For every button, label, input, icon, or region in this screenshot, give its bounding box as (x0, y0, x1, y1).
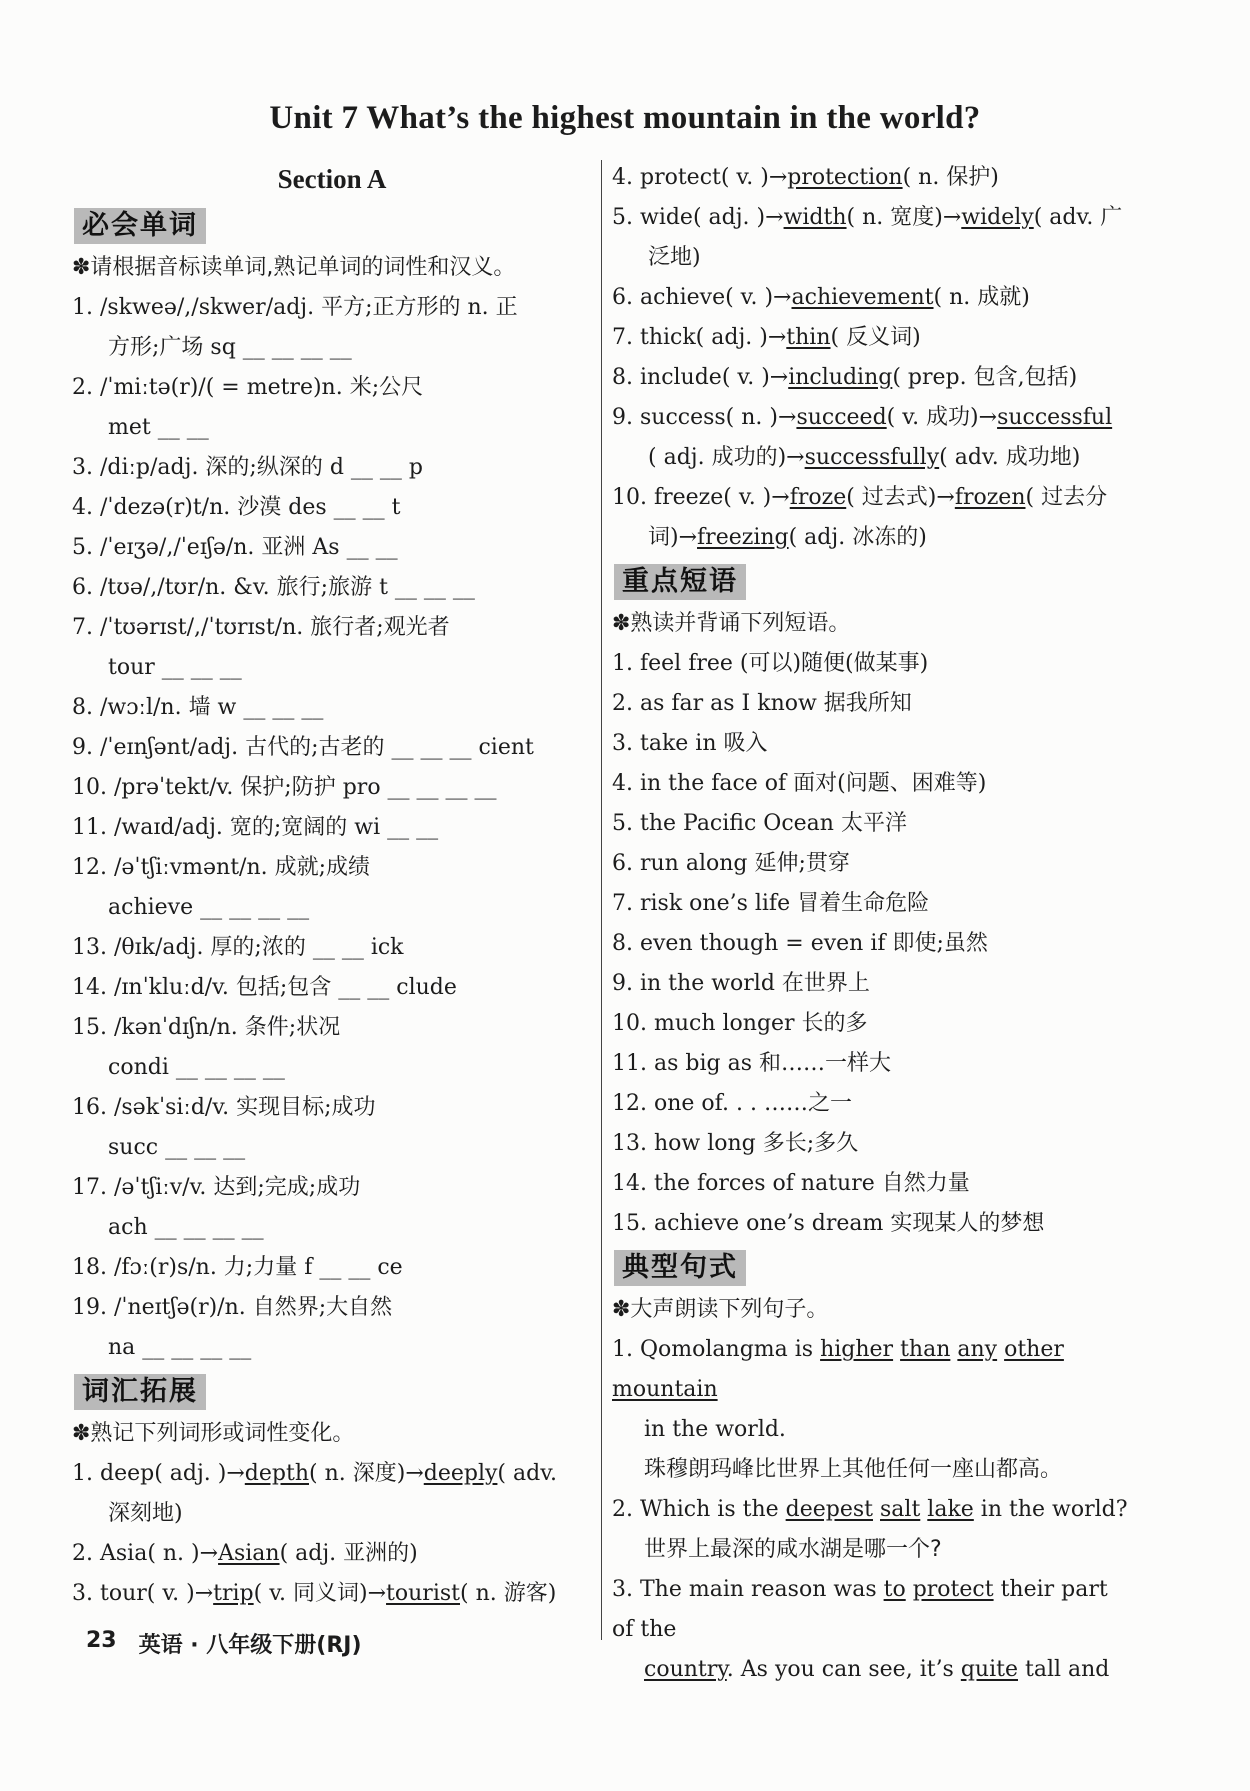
sentence-translation: 世界上最深的咸水湖是哪一个? (644, 1537, 942, 1562)
expansion-item (612, 158, 1132, 198)
vocab-line: 16. /səkˈsiːd/v. 实现目标;成功 (72, 1095, 376, 1120)
vocab-line: 14. /ɪnˈkluːd/v. 包括;包含 __ __ clude (72, 975, 457, 1000)
page-footer (86, 1628, 362, 1659)
vocab-line-cont: tour __ __ __ (108, 655, 242, 680)
answer-word: quite (960, 1657, 1018, 1682)
vocab-item (72, 1008, 592, 1088)
vocab-item (72, 928, 592, 968)
answer-word: salt (880, 1497, 921, 1522)
left-column (72, 158, 592, 1614)
phrase-item: 7. risk one’s life 冒着生命危险 (612, 891, 930, 916)
phrase-item: 2. as far as I know 据我所知 (612, 691, 912, 716)
answer-word: deepest (785, 1497, 873, 1522)
expansion-item (72, 1454, 592, 1534)
phrase-item: 14. the forces of nature 自然力量 (612, 1171, 970, 1196)
phrase-item: 9. in the world 在世界上 (612, 971, 870, 996)
section-title: Section A (277, 164, 387, 194)
answer-word: tourist (386, 1581, 460, 1606)
answer-word: trip (213, 1581, 254, 1606)
phrase-item: 15. achieve one’s dream 实现某人的梦想 (612, 1211, 1045, 1236)
answer-word: protect (912, 1577, 994, 1602)
vocab-item (72, 808, 592, 848)
expansion-line-cont: 词)→freezing( adj. 冰冻的) (648, 525, 927, 550)
vocab-line: 1. /skweə/,/skwer/adj. 平方;正方形的 n. 正 (72, 295, 518, 320)
vocab-instruction: ✽请根据音标读单词,熟记单词的词性和汉义。 (72, 255, 516, 280)
answer-word: achievement (791, 285, 934, 310)
vocab-line-cont: na __ __ __ __ (108, 1335, 252, 1360)
answer-word: deeply (423, 1461, 498, 1486)
vocab-list (72, 288, 592, 1368)
expansion-item (72, 1534, 592, 1574)
phrase-item: 1. feel free (可以)随便(做某事) (612, 651, 929, 676)
phrase-item: 4. in the face of 面对(问题、困难等) (612, 771, 987, 796)
answer-word: frozen (954, 485, 1026, 510)
vocab-line: 19. /ˈneɪtʃə(r)/n. 自然界;大自然 (72, 1295, 393, 1320)
vocab-line: 2. /ˈmiːtə(r)/( = metre)n. 米;公尺 (72, 375, 424, 400)
vocab-item (72, 568, 592, 608)
expansion-line: 3. tour( v. )→trip( v. 同义词)→tourist( n. 游客) (72, 1581, 557, 1606)
vocab-item (72, 768, 592, 808)
expansion-line-cont: 深刻地) (108, 1501, 183, 1526)
vocab-line: 17. /əˈtʃiːv/v. 达到;完成;成功 (72, 1175, 361, 1200)
expansion-line: 7. thick( adj. )→thin( 反义词) (612, 325, 921, 350)
vocab-item (72, 848, 592, 928)
sentence-line: 1. Qomolangma is higher than any other mountain (612, 1337, 1064, 1402)
answer-word: including (788, 365, 893, 390)
answer-word: any (957, 1337, 998, 1362)
vocab-item (72, 528, 592, 568)
vocab-line: 15. /kənˈdɪʃn/n. 条件;状况 (72, 1015, 341, 1040)
vocab-item (72, 288, 592, 368)
expansion-item (612, 398, 1132, 478)
sentences-instruction: ✽大声朗读下列句子。 (612, 1297, 829, 1322)
sentence-line: 3. The main reason was to protect their part of the (612, 1577, 1108, 1642)
phrase-item: 11. as big as 和……一样大 (612, 1051, 891, 1076)
vocab-line-cont: condi __ __ __ __ (108, 1055, 285, 1080)
answer-word: mountain (612, 1377, 718, 1402)
sentence-item (612, 1330, 1132, 1490)
vocab-line: 18. /fɔː(r)s/n. 力;力量 f __ __ ce (72, 1255, 403, 1280)
expansion-list-continued (612, 158, 1132, 558)
phrase-item: 6. run along 延伸;贯穿 (612, 851, 850, 876)
column-divider (601, 160, 602, 1640)
answer-word: Asian (218, 1541, 280, 1566)
vocab-heading: 必会单词 (74, 208, 206, 244)
sentence-line: country. As you can see, it’s quite tall and (644, 1657, 1110, 1682)
vocab-line: 3. /diːp/adj. 深的;纵深的 d __ __ p (72, 455, 423, 480)
phrase-item: 12. one of. . . ……之一 (612, 1091, 852, 1116)
expansion-line-cont: 泛地) (648, 245, 701, 270)
answer-word: protection (787, 165, 903, 190)
vocab-item (72, 608, 592, 688)
expansion-list (72, 1454, 592, 1614)
vocab-line-cont: met __ __ (108, 415, 209, 440)
answer-word: succeed (796, 405, 887, 430)
vocab-line: 6. /tʊə/,/tʊr/n. &v. 旅行;旅游 t __ __ __ (72, 575, 475, 600)
expansion-instruction: ✽熟记下列词形或词性变化。 (72, 1421, 355, 1446)
expansion-line: 4. protect( v. )→protection( n. 保护) (612, 165, 999, 190)
vocab-line-cont: succ __ __ __ (108, 1135, 246, 1160)
vocab-item (72, 968, 592, 1008)
vocab-item (72, 488, 592, 528)
answer-word: width (783, 205, 847, 230)
answer-word: freezing (697, 525, 789, 550)
answer-word: other (1004, 1337, 1064, 1362)
vocab-line: 11. /waɪd/adj. 宽的;宽阔的 wi __ __ (72, 815, 439, 840)
vocab-item (72, 1088, 592, 1168)
page-number: 23 (86, 1628, 117, 1653)
phrases-heading: 重点短语 (614, 564, 746, 600)
answer-word: froze (789, 485, 847, 510)
book-title: 英语 · 八年级下册(RJ) (138, 1633, 362, 1658)
expansion-line: 2. Asia( n. )→Asian( adj. 亚洲的) (72, 1541, 418, 1566)
expansion-item (612, 198, 1132, 278)
sentence-item (612, 1490, 1132, 1570)
sentence-line: 2. Which is the deepest salt lake in the world? (612, 1497, 1128, 1522)
expansion-item (72, 1574, 592, 1614)
expansion-line: 6. achieve( v. )→achievement( n. 成就) (612, 285, 1030, 310)
expansion-line: 8. include( v. )→including( prep. 包含,包括) (612, 365, 1078, 390)
expansion-line: 10. freeze( v. )→froze( 过去式)→frozen( 过去分 (612, 485, 1108, 510)
vocab-line: 8. /wɔːl/n. 墙 w __ __ __ (72, 695, 324, 720)
right-column (612, 158, 1132, 1690)
sentence-item (612, 1570, 1132, 1690)
phrase-item: 3. take in 吸入 (612, 731, 768, 756)
vocab-item (72, 1288, 592, 1368)
answer-word: than (900, 1337, 951, 1362)
phrase-item: 10. much longer 长的多 (612, 1011, 868, 1036)
sentence-line: in the world. (644, 1417, 786, 1442)
vocab-item (72, 368, 592, 448)
vocab-item (72, 688, 592, 728)
expansion-item (612, 318, 1132, 358)
expansion-item (612, 478, 1132, 558)
answer-word: lake (927, 1497, 974, 1522)
expansion-line: 9. success( n. )→succeed( v. 成功)→successful (612, 405, 1113, 430)
answer-word: successfully (804, 445, 940, 470)
phrase-list (612, 644, 1132, 1244)
vocab-item (72, 1168, 592, 1248)
answer-word: depth (244, 1461, 309, 1486)
page-title: Unit 7 What’s the highest mountain in the world? (269, 100, 981, 136)
vocab-line: 9. /ˈeɪnʃənt/adj. 古代的;古老的 __ __ __ cient (72, 735, 534, 760)
answer-word: widely (961, 205, 1034, 230)
expansion-line-cont: ( adj. 成功的)→successfully( adv. 成功地) (648, 445, 1081, 470)
vocab-line-cont: achieve __ __ __ __ (108, 895, 310, 920)
expansion-item (612, 358, 1132, 398)
vocab-item (72, 1248, 592, 1288)
phrases-instruction: ✽熟读并背诵下列短语。 (612, 611, 851, 636)
phrase-item: 8. even though = even if 即使;虽然 (612, 931, 988, 956)
answer-word: successful (997, 405, 1113, 430)
vocab-line: 5. /ˈeɪʒə/,/ˈeɪʃə/n. 亚洲 As __ __ (72, 535, 398, 560)
vocab-line-cont: ach __ __ __ __ (108, 1215, 264, 1240)
vocab-line: 4. /ˈdezə(r)t/n. 沙漠 des __ __ t (72, 495, 401, 520)
phrase-item: 5. the Pacific Ocean 太平洋 (612, 811, 907, 836)
expansion-item (612, 278, 1132, 318)
vocab-item (72, 448, 592, 488)
vocab-line-cont: 方形;广场 sq __ __ __ __ (108, 335, 352, 360)
vocab-item (72, 728, 592, 768)
vocab-line: 12. /əˈtʃiːvmənt/n. 成就;成绩 (72, 855, 371, 880)
answer-word: country (644, 1657, 727, 1682)
sentence-list (612, 1330, 1132, 1690)
sentence-translation: 珠穆朗玛峰比世界上其他任何一座山都高。 (644, 1457, 1063, 1482)
expansion-heading: 词汇拓展 (74, 1374, 206, 1410)
vocab-line: 10. /prəˈtekt/v. 保护;防护 pro __ __ __ __ (72, 775, 497, 800)
vocab-line: 13. /θɪk/adj. 厚的;浓的 __ __ ick (72, 935, 404, 960)
phrase-item: 13. how long 多长;多久 (612, 1131, 859, 1156)
expansion-line: 5. wide( adj. )→width( n. 宽度)→widely( adv. 广 (612, 205, 1123, 230)
answer-word: to (883, 1577, 906, 1602)
vocab-line: 7. /ˈtʊərɪst/,/ˈtʊrɪst/n. 旅行者;观光者 (72, 615, 450, 640)
sentences-heading: 典型句式 (614, 1250, 746, 1286)
expansion-line: 1. deep( adj. )→depth( n. 深度)→deeply( adv. (72, 1461, 558, 1486)
answer-word: thin (786, 325, 831, 350)
answer-word: higher (820, 1337, 894, 1362)
